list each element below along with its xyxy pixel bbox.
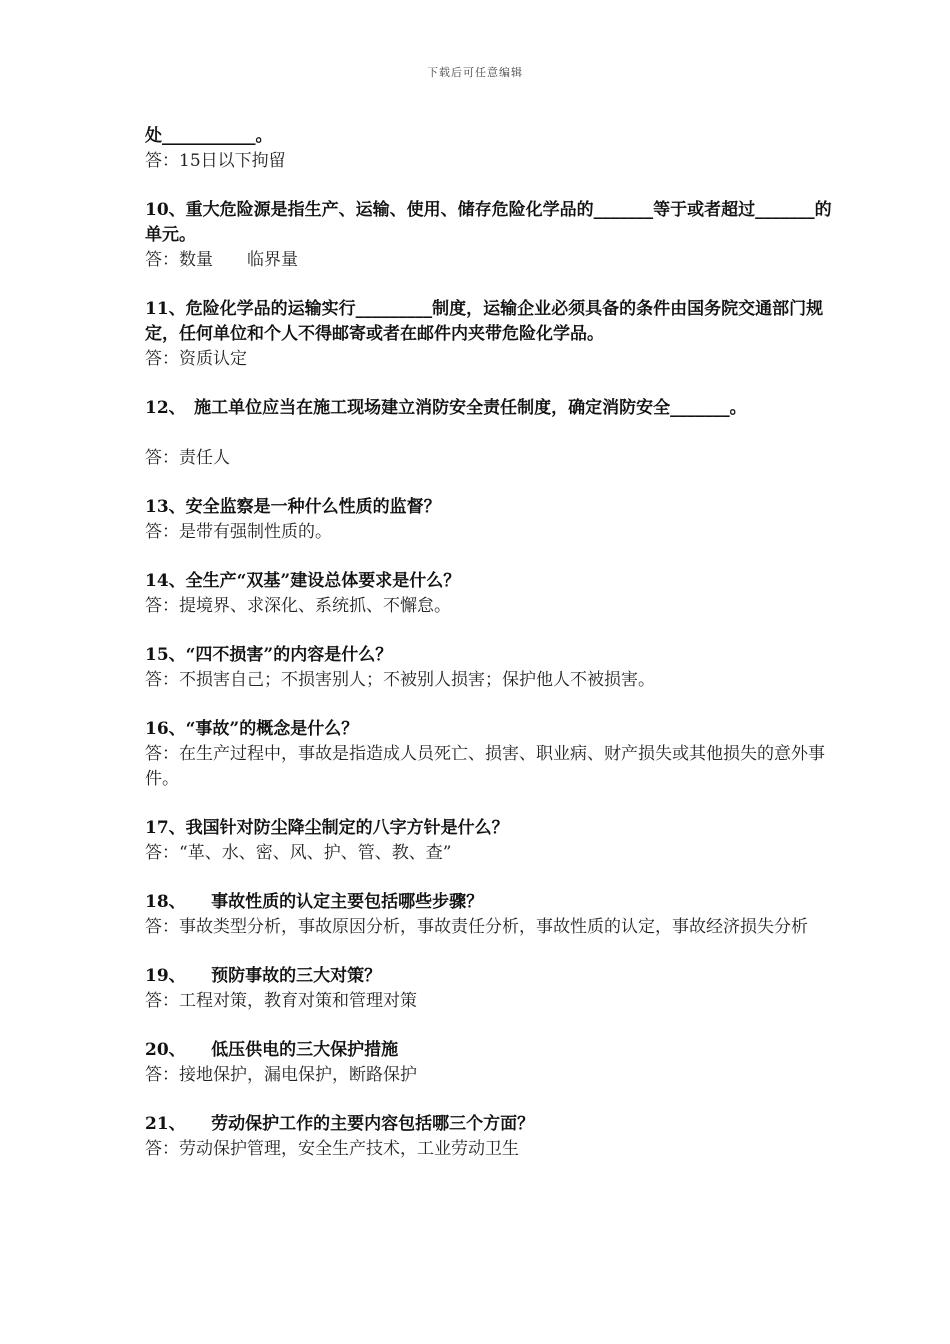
answer: 答：在生产过程中，事故是指造成人员死亡、损害、职业病、财产损失或其他损失的意外事件。 bbox=[145, 744, 825, 789]
qa-item-12 bbox=[145, 396, 835, 471]
question: 14、全生产“双基”建设总体要求是什么？ bbox=[145, 571, 461, 591]
question: 10、重大危险源是指生产、运输、使用、储存危险化学品的_______等于或者超过_______的单元。 bbox=[145, 200, 832, 245]
qa-item-14 bbox=[145, 569, 835, 619]
answer: 答：接地保护，漏电保护，断路保护 bbox=[145, 1065, 417, 1085]
qa-item-19 bbox=[145, 964, 835, 1014]
qa-item-9 bbox=[145, 124, 835, 174]
answer: 答：事故类型分析，事故原因分析，事故责任分析，事故性质的认定，事故经济损失分析 bbox=[145, 917, 808, 937]
qa-item-15 bbox=[145, 643, 835, 693]
question: 16、“事故”的概念是什么？ bbox=[145, 719, 359, 739]
answer: 答：是带有强制性质的。 bbox=[145, 522, 332, 542]
qa-item-13 bbox=[145, 495, 835, 545]
qa-item-21 bbox=[145, 1112, 835, 1162]
question: 21、 劳动保护工作的主要内容包括哪三个方面？ bbox=[145, 1114, 535, 1134]
question: 12、 施工单位应当在施工现场建立消防安全责任制度，确定消防安全_______。 bbox=[145, 398, 747, 418]
answer: 答：15日以下拘留 bbox=[145, 151, 286, 171]
qa-item-18 bbox=[145, 890, 835, 940]
blank-line bbox=[145, 421, 835, 446]
page-header: 下载后可任意编辑 bbox=[427, 66, 523, 79]
answer: 答：不损害自己；不损害别人；不被别人损害；保护他人不被损害。 bbox=[145, 670, 655, 690]
qa-item-20 bbox=[145, 1038, 835, 1088]
answer: 答：工程对策，教育对策和管理对策 bbox=[145, 991, 417, 1011]
question: 20、 低压供电的三大保护措施 bbox=[145, 1040, 399, 1060]
question: 13、安全监察是一种什么性质的监督？ bbox=[145, 497, 441, 517]
question: 17、我国针对防尘降尘制定的八字方针是什么？ bbox=[145, 818, 509, 838]
question: 18、 事故性质的认定主要包括哪些步骤？ bbox=[145, 892, 484, 912]
qa-list bbox=[145, 124, 835, 1186]
answer: 答：责任人 bbox=[145, 448, 230, 468]
answer: 答：资质认定 bbox=[145, 349, 247, 369]
question: 处___________。 bbox=[145, 126, 273, 146]
answer: 答：“革、水、密、风、护、管、教、查” bbox=[145, 843, 452, 863]
question: 11、危险化学品的运输实行_________制度，运输企业必须具备的条件由国务院交通部门规定，任何单位和个人不得邮寄或者在邮件内夹带危险化学品。 bbox=[145, 299, 824, 344]
qa-item-17 bbox=[145, 816, 835, 866]
answer: 答：劳动保护管理，安全生产技术，工业劳动卫生 bbox=[145, 1139, 519, 1159]
answer: 答：提境界、求深化、系统抓、不懈怠。 bbox=[145, 596, 451, 616]
qa-item-11 bbox=[145, 297, 835, 372]
qa-item-16 bbox=[145, 717, 835, 792]
question: 19、 预防事故的三大对策？ bbox=[145, 966, 382, 986]
question: 15、“四不损害”的内容是什么？ bbox=[145, 645, 393, 665]
answer: 答：数量 临界量 bbox=[145, 250, 298, 270]
qa-item-10 bbox=[145, 198, 835, 273]
